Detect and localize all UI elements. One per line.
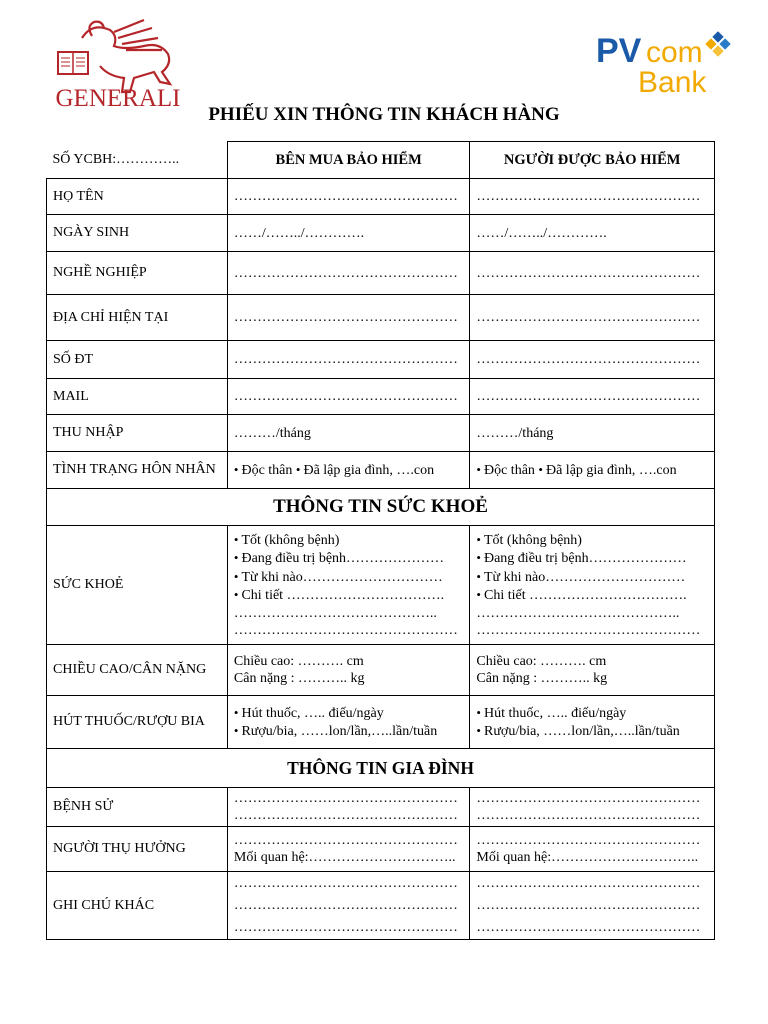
bullet-icon: • xyxy=(538,461,543,477)
buyer-health-treatment[interactable]: Đang điều trị bệnh………………… xyxy=(241,551,445,566)
insured-history-line[interactable]: ………………………………………… xyxy=(476,790,701,806)
buyer-health-block xyxy=(227,526,470,645)
bullet-icon: • xyxy=(476,704,481,720)
insured-beneficiary-field[interactable]: ………………………………………… xyxy=(476,832,701,848)
buyer-mail-field[interactable]: ………………………………………… xyxy=(233,389,458,404)
family-section-heading: THÔNG TIN GIA ĐÌNH xyxy=(47,749,715,788)
buyer-beneficiary-field[interactable]: ………………………………………… xyxy=(233,832,458,848)
row-label-notes: GHI CHÚ KHÁC xyxy=(47,872,228,940)
bullet-icon: • xyxy=(476,723,481,738)
insured-height-field[interactable]: Chiều cao: ………. cm xyxy=(476,653,607,669)
insured-alcohol-field[interactable]: Rượu/bia, ……lon/lần,…..lần/tuần xyxy=(483,724,680,739)
buyer-birthdate-field[interactable]: ……/……../…………. xyxy=(233,225,365,241)
row-label-medical-history: BỆNH SỬ xyxy=(47,788,228,827)
bullet-icon: • xyxy=(476,531,481,547)
insured-health-treatment[interactable]: Đang điều trị bệnh………………… xyxy=(483,551,687,566)
com-text: com xyxy=(646,36,703,69)
buyer-notes-line[interactable]: ………………………………………… xyxy=(233,919,458,935)
row-label-mail: MAIL xyxy=(47,379,228,415)
bullet-icon: • xyxy=(233,704,239,720)
pvcombank-logo xyxy=(594,26,746,98)
buyer-name-field[interactable]: ………………………………………… xyxy=(233,189,458,204)
insured-occupation-field[interactable]: ………………………………………… xyxy=(476,265,701,281)
insured-single-option[interactable]: Độc thân xyxy=(483,462,535,478)
insured-health-since[interactable]: Từ khi nào………………………… xyxy=(483,569,686,585)
health-section-heading: THÔNG TIN SỨC KHOẺ xyxy=(47,489,715,526)
insured-smoking-field[interactable]: Hút thuốc, ….. điếu/ngày xyxy=(483,705,627,721)
buyer-marital-options xyxy=(234,461,464,480)
buyer-health-extra-line[interactable]: …………………………………….. xyxy=(233,605,437,621)
buyer-notes-line[interactable]: ………………………………………… xyxy=(233,897,458,913)
bullet-icon: • xyxy=(233,550,239,565)
insured-health-extra-line[interactable]: …………………………………….. xyxy=(476,605,680,621)
buyer-address-field[interactable]: ………………………………………… xyxy=(233,310,458,325)
bullet-icon: • xyxy=(233,461,239,477)
insured-notes-line[interactable]: ………………………………………… xyxy=(476,897,701,913)
insured-phone-field[interactable]: ………………………………………… xyxy=(476,352,701,367)
insured-relationship-field[interactable]: Mối quan hệ:………………………….. xyxy=(476,850,699,865)
generali-logo xyxy=(52,16,184,110)
insured-weight-field[interactable]: Cân nặng : ……….. kg xyxy=(476,671,608,686)
bullet-icon: • xyxy=(233,587,239,602)
bullet-icon: • xyxy=(476,550,481,565)
buyer-phone-field[interactable]: ………………………………………… xyxy=(233,352,458,367)
insured-address-field[interactable]: ………………………………………… xyxy=(476,310,701,325)
row-label-height-weight: CHIỀU CAO/CÂN NẶNG xyxy=(47,645,228,696)
buyer-single-option[interactable]: Độc thân xyxy=(241,462,293,478)
buyer-health-extra-line[interactable]: ………………………………………… xyxy=(233,623,458,638)
bullet-icon: • xyxy=(233,531,239,547)
bullet-icon: • xyxy=(476,568,481,584)
buyer-smoking-field[interactable]: Hút thuốc, ….. điếu/ngày xyxy=(241,705,384,721)
bullet-icon: • xyxy=(476,461,481,477)
buyer-history-line[interactable]: ………………………………………… xyxy=(233,808,458,823)
insured-marital-options xyxy=(476,461,708,480)
row-label-address: ĐỊA CHỈ HIỆN TẠI xyxy=(47,295,228,341)
column-header-buyer: BÊN MUA BẢO HIỂM xyxy=(227,142,470,179)
buyer-occupation-field[interactable]: ………………………………………… xyxy=(233,265,458,281)
buyer-health-since[interactable]: Từ khi nào………………………… xyxy=(241,569,443,585)
row-label-occupation: NGHỀ NGHIỆP xyxy=(47,252,228,295)
buyer-notes-line[interactable]: ………………………………………… xyxy=(233,875,458,891)
insured-mail-field[interactable]: ………………………………………… xyxy=(476,389,701,404)
insured-notes-line[interactable]: ………………………………………… xyxy=(476,875,701,891)
buyer-health-good[interactable]: Tốt (không bệnh) xyxy=(241,532,340,548)
row-label-name: HỌ TÊN xyxy=(47,179,228,215)
bullet-icon: • xyxy=(476,587,481,602)
pv-text: PV xyxy=(596,32,642,70)
row-label-income: THU NHẬP xyxy=(47,415,228,452)
buyer-health-detail[interactable]: Chi tiết ……………………………. xyxy=(241,588,445,603)
ycbh-number[interactable]: SỐ YCBH:………….. xyxy=(47,142,228,179)
row-label-beneficiary: NGƯỜI THỤ HƯỞNG xyxy=(47,827,228,872)
insured-health-block xyxy=(470,526,715,645)
insured-health-extra-line[interactable]: ………………………………………… xyxy=(476,623,701,638)
buyer-history-line[interactable]: ………………………………………… xyxy=(233,790,458,806)
buyer-weight-field[interactable]: Cân nặng : ……….. kg xyxy=(233,671,365,686)
insured-married-option[interactable]: Đã lập gia đình, ….con xyxy=(545,462,677,478)
buyer-relationship-field[interactable]: Mối quan hệ:………………………….. xyxy=(233,850,456,865)
form-title: PHIẾU XIN THÔNG TIN KHÁCH HÀNG xyxy=(208,104,560,125)
insured-history-line[interactable]: ………………………………………… xyxy=(476,808,701,823)
buyer-height-field[interactable]: Chiều cao: ………. cm xyxy=(233,653,364,669)
generali-logo-text: GENERALI xyxy=(55,85,181,110)
customer-info-table xyxy=(46,141,715,940)
buyer-income-field[interactable]: ………/tháng xyxy=(233,425,311,441)
column-header-insured: NGƯỜI ĐƯỢC BẢO HIỂM xyxy=(470,142,715,179)
insured-name-field[interactable]: ………………………………………… xyxy=(476,189,701,204)
buyer-married-option[interactable]: Đã lập gia đình, ….con xyxy=(303,462,435,478)
insured-notes-line[interactable]: ………………………………………… xyxy=(476,919,701,935)
bank-text: Bank xyxy=(638,66,707,98)
bullet-icon: • xyxy=(295,461,301,477)
row-label-smoking: HÚT THUỐC/RƯỢU BIA xyxy=(47,696,228,749)
insured-income-field[interactable]: ………/tháng xyxy=(476,425,554,441)
bullet-icon: • xyxy=(233,568,239,584)
row-label-birthdate: NGÀY SINH xyxy=(47,215,228,252)
row-label-marital: TÌNH TRẠNG HÔN NHÂN xyxy=(47,452,228,489)
insured-health-good[interactable]: Tốt (không bệnh) xyxy=(483,532,582,548)
buyer-alcohol-field[interactable]: Rượu/bia, ……lon/lần,…..lần/tuần xyxy=(241,724,438,739)
row-label-phone: SỐ ĐT xyxy=(47,341,228,379)
row-label-health: SỨC KHOẺ xyxy=(47,526,228,645)
bullet-icon: • xyxy=(233,723,239,738)
insured-health-detail[interactable]: Chi tiết ……………………………. xyxy=(483,588,687,603)
insured-birthdate-field[interactable]: ……/……../…………. xyxy=(476,225,607,241)
